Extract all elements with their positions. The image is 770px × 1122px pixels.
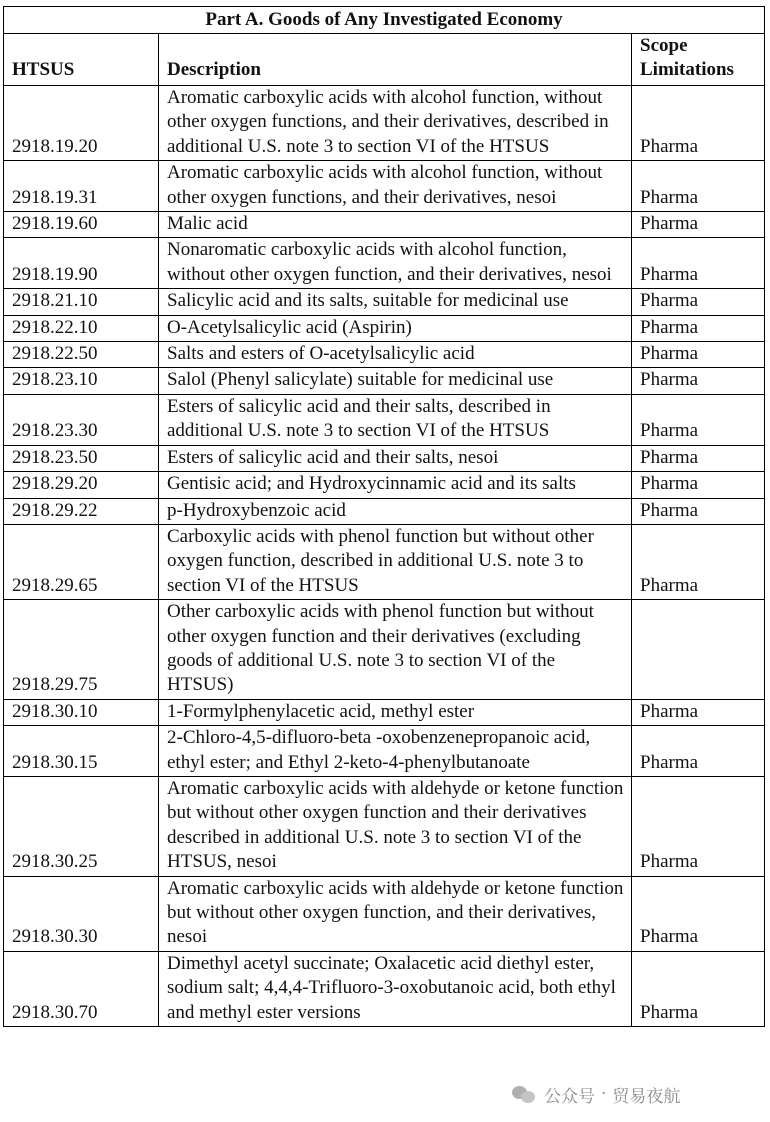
header-htsus: HTSUS bbox=[4, 34, 159, 86]
htsus-cell: 2918.19.31 bbox=[4, 161, 159, 212]
htsus-cell: 2918.22.10 bbox=[4, 315, 159, 341]
header-row bbox=[4, 34, 765, 86]
table-row bbox=[4, 212, 765, 238]
table-row bbox=[4, 726, 765, 777]
scope-cell: Pharma bbox=[632, 472, 765, 498]
scope-cell: Pharma bbox=[632, 342, 765, 368]
scope-cell: Pharma bbox=[632, 699, 765, 725]
htsus-cell: 2918.23.50 bbox=[4, 445, 159, 471]
table-title: Part A. Goods of Any Investigated Economy bbox=[4, 7, 765, 34]
watermark-account: 公众号 bbox=[544, 1086, 595, 1107]
htsus-cell: 2918.23.10 bbox=[4, 368, 159, 394]
htsus-cell: 2918.30.10 bbox=[4, 699, 159, 725]
table-row bbox=[4, 699, 765, 725]
htsus-cell: 2918.21.10 bbox=[4, 289, 159, 315]
description-cell: 2-Chloro-4,5-difluoro-beta -oxobenzenepropanoic acid, ethyl ester; and Ethyl 2-keto-4-phenylbutanoate bbox=[159, 726, 632, 777]
scope-cell: Pharma bbox=[632, 394, 765, 445]
table-row bbox=[4, 951, 765, 1026]
table-row bbox=[4, 368, 765, 394]
htsus-cell: 2918.19.60 bbox=[4, 212, 159, 238]
htsus-cell: 2918.29.20 bbox=[4, 472, 159, 498]
htsus-cell: 2918.30.25 bbox=[4, 776, 159, 876]
description-cell: Esters of salicylic acid and their salts, nesoi bbox=[159, 445, 632, 471]
watermark-name: 贸易夜航 bbox=[612, 1086, 681, 1107]
scope-cell: Pharma bbox=[632, 726, 765, 777]
htsus-cell: 2918.30.30 bbox=[4, 876, 159, 951]
htsus-cell: 2918.30.15 bbox=[4, 726, 159, 777]
description-cell: Aromatic carboxylic acids with alcohol function, without other oxygen functions, and their derivatives, described in additional U.S. note 3 to section VI of the HTSUS bbox=[159, 86, 632, 161]
scope-cell: Pharma bbox=[632, 776, 765, 876]
description-cell: Salts and esters of O-acetylsalicylic acid bbox=[159, 342, 632, 368]
table-row bbox=[4, 445, 765, 471]
watermark-separator: · bbox=[601, 1084, 607, 1104]
table-row bbox=[4, 289, 765, 315]
table-row bbox=[4, 315, 765, 341]
scope-cell: Pharma bbox=[632, 315, 765, 341]
description-cell: Aromatic carboxylic acids with aldehyde or ketone function but without other oxygen function, and their derivatives, nesoi bbox=[159, 876, 632, 951]
description-cell: Nonaromatic carboxylic acids with alcohol function, without other oxygen function, and their derivatives, nesoi bbox=[159, 238, 632, 289]
description-cell: Salol (Phenyl salicylate) suitable for medicinal use bbox=[159, 368, 632, 394]
description-cell: Aromatic carboxylic acids with aldehyde or ketone function but without other oxygen function and their derivatives described in additional U.S. note 3 to section VI of the HTSUS, nesoi bbox=[159, 776, 632, 876]
htsus-cell: 2918.30.70 bbox=[4, 951, 159, 1026]
scope-cell: Pharma bbox=[632, 498, 765, 524]
table-row bbox=[4, 876, 765, 951]
description-cell: Gentisic acid; and Hydroxycinnamic acid and its salts bbox=[159, 472, 632, 498]
htsus-cell: 2918.29.65 bbox=[4, 524, 159, 599]
table-row bbox=[4, 600, 765, 700]
htsus-cell: 2918.29.22 bbox=[4, 498, 159, 524]
scope-cell: Pharma bbox=[632, 238, 765, 289]
scope-cell: Pharma bbox=[632, 368, 765, 394]
description-cell: 1-Formylphenylacetic acid, methyl ester bbox=[159, 699, 632, 725]
scope-cell: Pharma bbox=[632, 876, 765, 951]
description-cell: Aromatic carboxylic acids with alcohol function, without other oxygen functions, and their derivatives, nesoi bbox=[159, 161, 632, 212]
scope-cell: Pharma bbox=[632, 951, 765, 1026]
htsus-table bbox=[3, 6, 765, 1027]
header-description: Description bbox=[159, 34, 632, 86]
htsus-cell: 2918.23.30 bbox=[4, 394, 159, 445]
htsus-cell: 2918.19.90 bbox=[4, 238, 159, 289]
table-row bbox=[4, 161, 765, 212]
htsus-cell: 2918.19.20 bbox=[4, 86, 159, 161]
description-cell: Other carboxylic acids with phenol function but without other oxygen function and their derivatives (excluding goods of additional U.S. note 3 to section VI of the HTSUS) bbox=[159, 600, 632, 700]
scope-cell: Pharma bbox=[632, 212, 765, 238]
description-cell: p-Hydroxybenzoic acid bbox=[159, 498, 632, 524]
description-cell: Esters of salicylic acid and their salts, described in additional U.S. note 3 to section VI of the HTSUS bbox=[159, 394, 632, 445]
wechat-logo-icon bbox=[512, 1083, 536, 1105]
scope-cell bbox=[632, 600, 765, 700]
scope-cell: Pharma bbox=[632, 86, 765, 161]
table-row bbox=[4, 776, 765, 876]
watermark bbox=[512, 1079, 680, 1109]
description-cell: Malic acid bbox=[159, 212, 632, 238]
table-row bbox=[4, 342, 765, 368]
htsus-cell: 2918.22.50 bbox=[4, 342, 159, 368]
description-cell: O-Acetylsalicylic acid (Aspirin) bbox=[159, 315, 632, 341]
htsus-cell: 2918.29.75 bbox=[4, 600, 159, 700]
scope-cell: Pharma bbox=[632, 161, 765, 212]
table-row bbox=[4, 472, 765, 498]
description-cell: Salicylic acid and its salts, suitable for medicinal use bbox=[159, 289, 632, 315]
scope-cell: Pharma bbox=[632, 445, 765, 471]
table-row bbox=[4, 238, 765, 289]
table-row bbox=[4, 524, 765, 599]
document-page bbox=[3, 6, 764, 1027]
description-cell: Dimethyl acetyl succinate; Oxalacetic acid diethyl ester, sodium salt; 4,4,4-Trifluoro-3-oxobutanoic acid, both ethyl and methyl ester versions bbox=[159, 951, 632, 1026]
scope-cell: Pharma bbox=[632, 289, 765, 315]
scope-cell: Pharma bbox=[632, 524, 765, 599]
table-row bbox=[4, 394, 765, 445]
table-row bbox=[4, 498, 765, 524]
header-scope: Scope Limitations bbox=[632, 34, 765, 86]
description-cell: Carboxylic acids with phenol function but without other oxygen function, described in additional U.S. note 3 to section VI of the HTSUS bbox=[159, 524, 632, 599]
table-row bbox=[4, 86, 765, 161]
table-body bbox=[4, 86, 765, 1027]
